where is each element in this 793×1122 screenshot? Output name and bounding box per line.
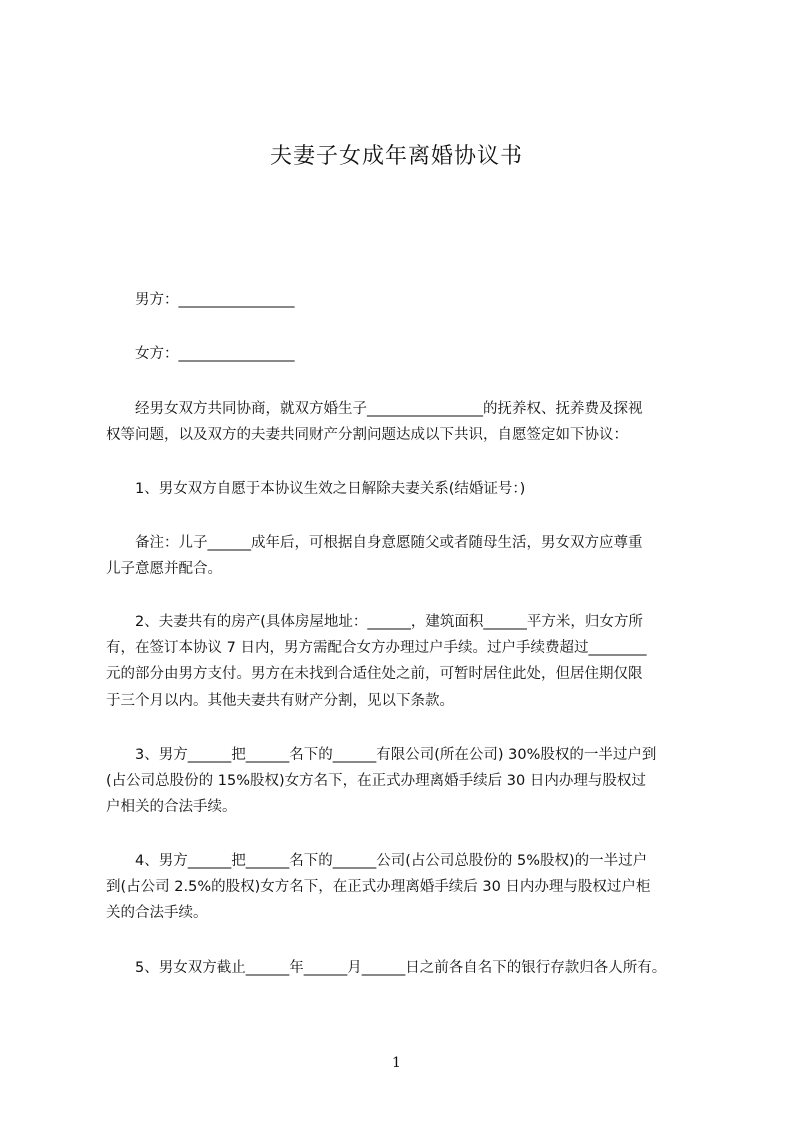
clause-5-line: 5、男女双方截止______年______月______日之前各自名下的银行存款归各人所有。 <box>106 960 667 976</box>
intro-paragraph-line-1: 经男女双方共同协商，就双方婚生子________________的抚养权、抚养费及探视 <box>106 401 643 417</box>
document-title: 夫妻子女成年离婚协议书 <box>269 144 523 169</box>
clause-4-line-2: 到(占公司 2.5%的股权)女方名下，在正式办理离婚手续后 30 日内办理与股权过户柜 <box>106 879 651 895</box>
clause-2-line-3: 元的部分由男方支付。男方在未找到合适住处之前，可暂时居住此处，但居住期仅限 <box>106 666 643 682</box>
clause-1-line: 1、男女双方自愿于本协议生效之日解除夫妻关系(结婚证号：) <box>106 481 526 497</box>
clause-4-line-1: 4、男方______把______名下的______公司(占公司总股份的 5%股权)的一半过户 <box>106 853 648 869</box>
female-party-line: 女方：________________ <box>106 346 295 362</box>
clause-2-line-4: 于三个月以内。其他夫妻共有财产分割，见以下条款。 <box>106 693 454 709</box>
page-number: 1 <box>392 1055 401 1071</box>
clause-3-line-3: 户相关的合法手续。 <box>106 799 237 815</box>
remark-line-2: 儿子意愿并配合。 <box>106 561 222 577</box>
clause-2-line-2: 有，在签订本协议 7 日内，男方需配合女方办理过户手续。过户手续费超过________ <box>106 640 647 656</box>
clause-3-line-1: 3、男方______把______名下的______有限公司(所在公司) 30%股权的一半过户到 <box>106 747 657 763</box>
intro-paragraph-line-2: 权等问题，以及双方的夫妻共同财产分割问题达成以下共识，自愿签定如下协议： <box>106 427 628 443</box>
remark-line-1: 备注：儿子______成年后，可根据自身意愿随父或者随母生活，男女双方应尊重 <box>106 535 643 551</box>
clause-2-line-1: 2、夫妻共有的房产(具体房屋地址：______，建筑面积______平方米，归女方所 <box>106 614 643 630</box>
clause-4-line-3: 关的合法手续。 <box>106 905 208 921</box>
male-party-line: 男方：________________ <box>106 292 295 308</box>
clause-3-line-2: (占公司总股份的 15%股权)女方名下，在正式办理离婚手续后 30 日内办理与股权过 <box>106 773 646 789</box>
